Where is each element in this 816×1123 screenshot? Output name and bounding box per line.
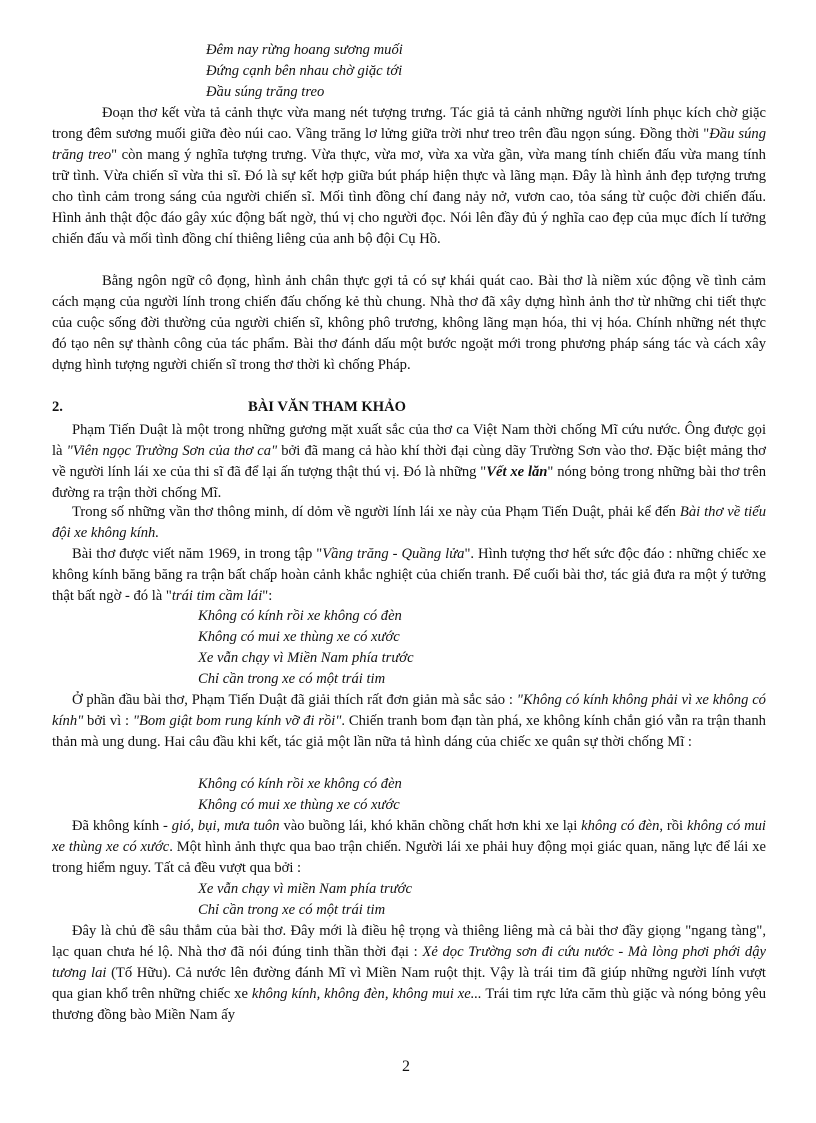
quoted-phrase: "Bom giật bom rung kính vỡ đi rồi" bbox=[132, 713, 342, 729]
poem-quote-third bbox=[198, 879, 412, 921]
text-run: ": bbox=[262, 588, 273, 604]
text-run: Ở phần đầu bài thơ, Phạm Tiến Duật đã giải thích rất đơn giản mà sắc sảo : bbox=[72, 692, 517, 708]
poem-line: Đứng cạnh bên nhau chờ giặc tới bbox=[206, 63, 403, 79]
paragraph-opening-analysis bbox=[52, 690, 766, 753]
text-run: vào buồng lái, khó khăn chồng chất hơn khi xe lại bbox=[279, 818, 582, 834]
section-number: 2. bbox=[52, 399, 63, 415]
quoted-phrase: gió, bụi, mưa tuôn bbox=[171, 818, 280, 834]
poem-line: Không có kính rồi xe không có đèn bbox=[198, 608, 402, 624]
text-run: . Một hình ảnh thực qua bao trận chiến. Người lái xe phải huy động mọi giác quan, năng lực để lái xe trong hiểm nguy. Tất cả đều vượt qua bởi : bbox=[52, 839, 766, 876]
paragraph-theme bbox=[52, 921, 766, 1026]
text-run: , rồi bbox=[659, 818, 687, 834]
poem-quote-main bbox=[198, 606, 414, 690]
quoted-phrase: trái tim cầm lái bbox=[171, 588, 263, 604]
text-run: ". Hình tượng thơ hết sức độc đáo : những chiếc xe không kính băng băng ra trận bất chấp hoàn cảnh khắc nghiệt của chiến tranh. Để cuối bài thơ, tác giả đưa ra một ý tưởng thật bất ngờ - đó là " bbox=[52, 546, 766, 604]
quoted-phrase: không có mui xe thùng xe có xước bbox=[52, 818, 766, 855]
text-run: Trong số những vần thơ thông minh, dí dỏm về người lính lái xe này của Phạm Tiến Duật, phải kể đến bbox=[72, 504, 680, 520]
text-run: (Tố Hữu). Cả nước lên đường đánh Mĩ vì Miền Nam ruột thịt. Vậy là trái tim đã giúp những người lính vượt qua gian khổ trên những chiếc xe bbox=[52, 965, 766, 1002]
text-run: Trái tim rực lửa căm thù giặc và nóng bỏng yêu thương đồng bào Miền Nam ấy bbox=[52, 986, 766, 1023]
paragraph-poem-reference bbox=[52, 502, 766, 544]
text-run: Bài thơ được viết năm 1969, in trong tập " bbox=[72, 546, 323, 562]
paragraph-analysis-ending bbox=[52, 103, 766, 250]
poem-opening bbox=[206, 40, 403, 103]
quoted-phrase: Xẻ dọc Trường sơn đi cứu nước - Mà lòng phơi phới dậy tương lai bbox=[52, 944, 766, 981]
collection-title: Vầng trăng - Quầng lửa bbox=[322, 546, 465, 562]
text-run: Đã không kính - bbox=[72, 818, 172, 834]
quoted-phrase: Đầu súng trăng treo bbox=[52, 126, 766, 163]
poem-line: Xe vẫn chạy vì miền Nam phía trước bbox=[198, 881, 412, 897]
poem-line: Xe vẫn chạy vì Miền Nam phía trước bbox=[198, 650, 414, 666]
poem-line: Chỉ cần trong xe có một trái tim bbox=[198, 902, 386, 918]
poem-quote-second bbox=[198, 774, 402, 816]
text-run: " nóng bỏng trong những bài thơ trên đường ra trận thời chống Mĩ. bbox=[52, 464, 766, 501]
text-run: Đoạn thơ kết vừa tả cảnh thực vừa mang nét tượng trưng. Tác giả tả cảnh những người lính phục kích chờ giặc trong đêm sương muối giữa đèo núi cao. Vầng trăng lơ lửng giữa trời như treo trên đầu ngọn súng. Đồng thời " bbox=[52, 105, 766, 142]
poem-line: Không có mui xe thùng xe có xước bbox=[198, 797, 400, 813]
text-run: Đây là chủ đề sâu thẳm của bài thơ. Đây mới là điều hệ trọng và thiêng liêng mà cả bài thơ đầy giọng "ngang tàng", lạc quan chưa hé lộ. Nhà thơ đã nói đúng tinh thần thời đại : bbox=[52, 923, 766, 960]
quoted-phrase: không có đèn bbox=[581, 818, 660, 834]
text-run: " còn mang ý nghĩa tượng trưng. Vừa thực, vừa mơ, vừa xa vừa gần, vừa mang tính chiến đấu vừa mang tính trữ tình. Vừa chiến sĩ vừa thi sĩ. Đó là sự kết hợp giữa bút pháp hiện thực và lãng mạn. Đây là hình ảnh đẹp tượng trưng cho tình cảm trong sáng của người chiến sĩ. Mối tình đồng chí đang nảy nở, vươn cao, tỏa sáng từ cuộc đời chiến đấu. Hình ảnh thật độc đáo gây xúc động bất ngờ, thú vị cho người đọc. Nói lên đầy đủ ý nghĩa cao đẹp của mục đích lí tưởng chiến đấu và mối tình đồng chí thiêng liêng của anh bộ đội Cụ Hồ. bbox=[52, 147, 766, 247]
quoted-phrase: Vết xe lăn bbox=[486, 464, 548, 480]
paragraph-intro-pham-tien-duat bbox=[52, 420, 766, 504]
quoted-phrase: "Viên ngọc Trường Sơn của thơ ca" bbox=[66, 443, 278, 459]
text-run: Bằng ngôn ngữ cô đọng, hình ảnh chân thực gợi tả có sự khái quát cao. Bài thơ là niềm xúc động về tình cảm cách mạng của người lính trong chiến đấu chống kẻ thù chung. Nhà thơ đã xây dựng hình ảnh thơ từ những chi tiết thực của cuộc sống đời thường của người chiến sĩ, không phô trương, không lãng mạn hóa, thi vị hóa. Chính những nét thực đó tạo nên sự thành công của tác phẩm. Bài thơ đánh dấu một bước ngoặt mới trong phương pháp sáng tác và cách xây dựng hình tượng người chiến sĩ trong thơ thời kì chống Pháp. bbox=[52, 273, 766, 373]
text-run: bởi đã mang cả hào khí thời đại cùng dãy Trường Sơn vào thơ. Đặc biệt mảng thơ về người lính lái xe của thi sĩ đã để lại ấn tượng thật thú vị. Đó là những " bbox=[52, 443, 766, 480]
poem-line: Không có kính rồi xe không có đèn bbox=[198, 776, 402, 792]
poem-title: Bài thơ về tiểu đội xe không kính. bbox=[52, 504, 766, 541]
page-number: 2 bbox=[402, 1058, 410, 1075]
quoted-phrase: không kính, không đèn, không mui xe... bbox=[251, 986, 482, 1002]
text-run: bởi vì : bbox=[83, 713, 133, 729]
poem-line: Không có mui xe thùng xe có xước bbox=[198, 629, 400, 645]
quoted-phrase: "Không có kính không phải vì xe không có kính" bbox=[52, 692, 766, 729]
section-title: BÀI VĂN THAM KHẢO bbox=[248, 399, 406, 415]
paragraph-conclusion bbox=[52, 271, 766, 376]
poem-line: Đầu súng trăng treo bbox=[206, 84, 325, 100]
paragraph-hardship bbox=[52, 816, 766, 879]
poem-line: Chỉ cần trong xe có một trái tim bbox=[198, 671, 386, 687]
poem-line: Đêm nay rừng hoang sương muối bbox=[206, 42, 403, 58]
text-run: Phạm Tiến Duật là một trong những gương mặt xuất sắc của thơ ca Việt Nam thời chống Mĩ cứu nước. Ông được gọi là bbox=[52, 422, 766, 459]
paragraph-poem-context bbox=[52, 544, 766, 607]
text-run: . Chiến tranh bom đạn tàn phá, xe không kính chắn gió vẫn ra trận thanh thản mà ung dung. Hai câu đầu khi kết, tác giả một lần nữa tả hình dáng của chiếc xe quân sự thời chống Mĩ : bbox=[52, 713, 766, 750]
